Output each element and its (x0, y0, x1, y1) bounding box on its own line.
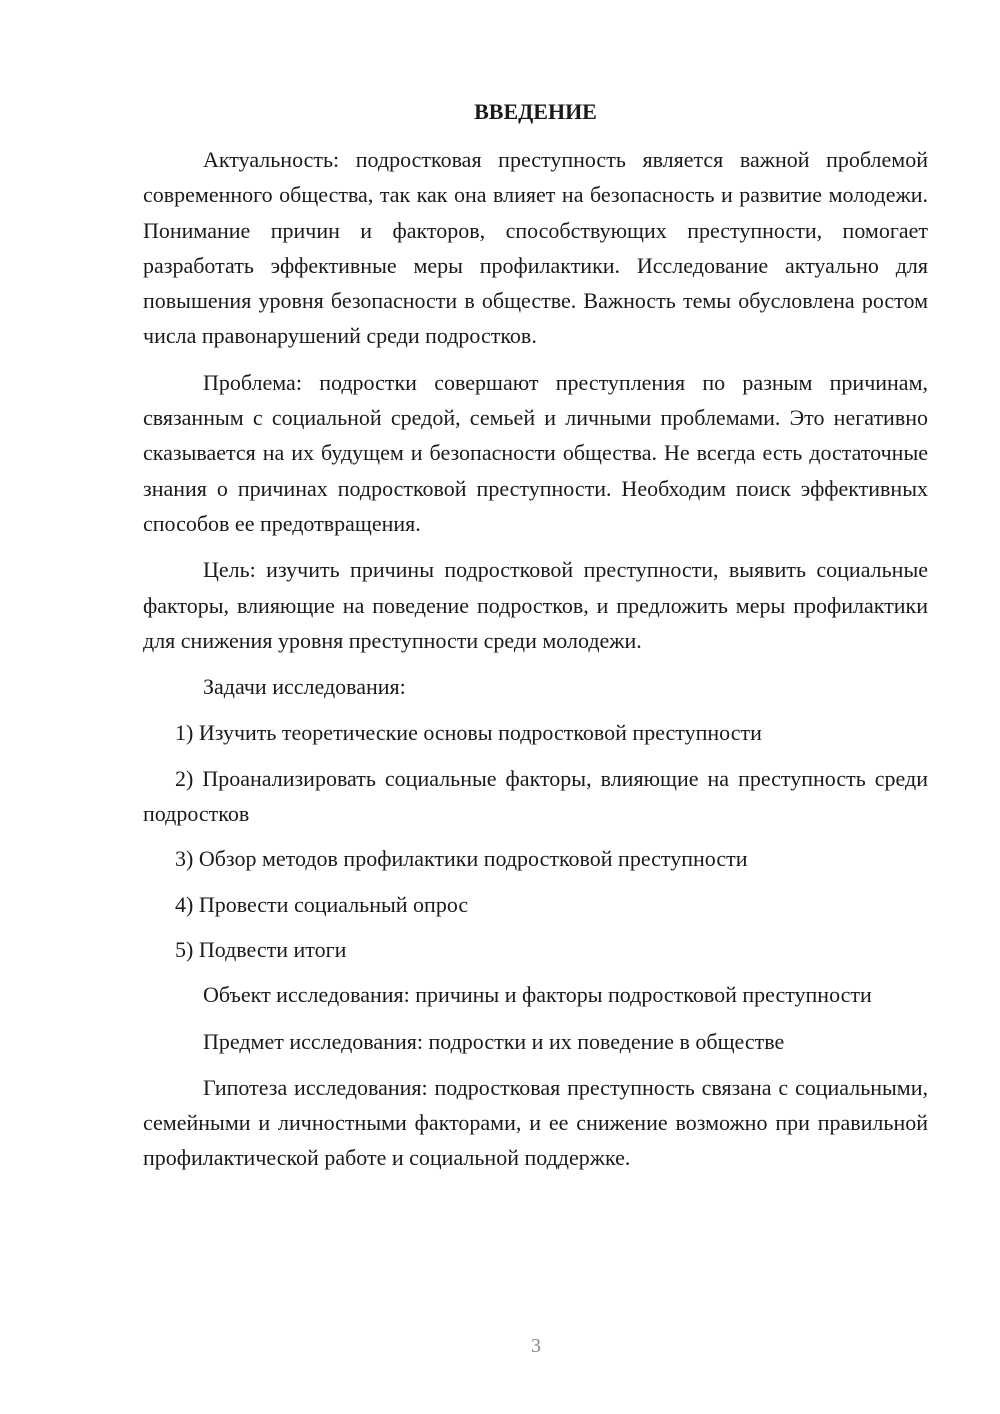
document-body (143, 142, 928, 1187)
object-paragraph: Объект исследования: причины и факторы подростковой преступности (203, 982, 872, 1008)
tasks-heading: Задачи исследования: (203, 674, 406, 700)
subject-paragraph: Предмет исследования: подростки и их поведение в обществе (203, 1028, 785, 1054)
hypothesis-paragraph: Гипотеза исследования: подростковая преступность связана с социальными, семейными и личностными факторами, и ее снижение возможно при правильной профилактической работе и социальной поддержке. (143, 1074, 928, 1171)
page-title: ВВЕДЕНИЕ (474, 99, 597, 124)
task-item-1: 1) Изучить теоретические основы подростковой преступности (175, 720, 762, 746)
problem-paragraph: Проблема: подростки совершают преступления по разным причинам, связанным с социальной средой, семьей и личными проблемами. Это негативно сказывается на их будущем и безопасности общества. Не всегда есть достаточные знания о причинах подростковой преступности. Необходим поиск эффективных способов ее предотвращения. (143, 369, 928, 536)
task-item-2: 2) Проанализировать социальные факторы, влияющие на преступность среди подростков (143, 765, 928, 827)
goal-paragraph: Цель: изучить причины подростковой преступности, выявить социальные факторы, влияющие на поведение подростков, и предложить меры профилактики для снижения уровня преступности среди молодежи. (143, 557, 928, 653)
page-number: 3 (531, 1335, 541, 1357)
task-item-5: 5) Подвести итоги (175, 936, 347, 962)
task-item-4: 4) Провести социальный опрос (175, 891, 469, 917)
task-item-3: 3) Обзор методов профилактики подростковой преступности (175, 846, 748, 872)
relevance-paragraph: Актуальность: подростковая преступность является важной проблемой современного общества, так как она влияет на безопасность и развитие молодежи. Понимание причин и факторов, способствующих преступности, помогает разработать эффективные меры профилактики. Исследование актуально для повышения уровня безопасности в обществе. Важность темы обусловлена ростом числа правонарушений среди подростков. (143, 147, 928, 349)
